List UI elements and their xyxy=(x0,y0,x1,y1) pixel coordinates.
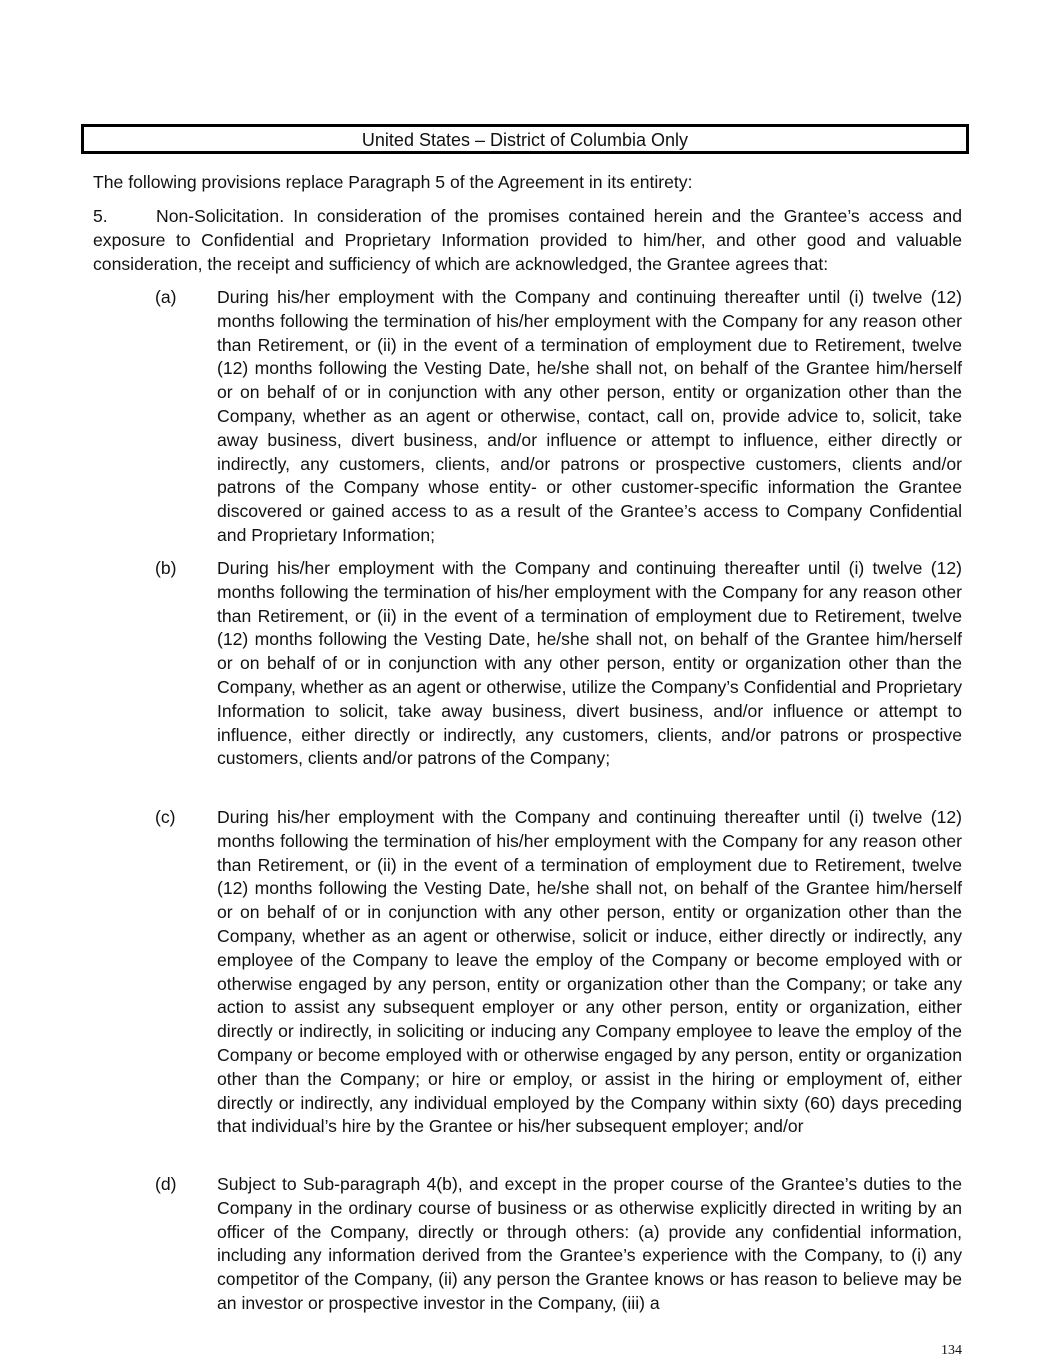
jurisdiction-title: United States – District of Columbia Only xyxy=(361,130,689,150)
section-5-paragraph xyxy=(93,204,962,276)
item-text: During his/her employment with the Company and continuing thereafter until (i) twelve (12) months following the termination of his/her employment with the Company for any reason other than Retirement, or (ii) in the event of a termination of employment due to Retirement, twelve (12) months following the Vesting Date, he/she shall not, on behalf of the Grantee him/herself or on behalf of or in conjunction with any other person, entity or organization other than the Company, whether as an agent or otherwise, solicit or induce, either directly or indirectly, any employee of the Company to leave the employ of the Company or become employed with or otherwise engaged by any person, entity or organization other than the Company; or take any action to assist any subsequent employer or any other person, entity or organization, either directly or indirectly, in soliciting or inducing any Company employee to leave the employ of the Company or become employed with or otherwise engaged by any person, entity or organization other than the Company; or hire or employ, or assist in the hiring or employment of, either directly or indirectly, any individual employed by the Company within sixty (60) days preceding that individual’s hire by the Grantee or his/her subsequent employer; and/or xyxy=(217,807,962,1137)
intro-paragraph: The following provisions replace Paragraph 5 of the Agreement in its entirety: xyxy=(93,172,693,192)
item-label: (c) xyxy=(155,807,176,827)
item-text: Subject to Sub-paragraph 4(b), and except in the proper course of the Grantee’s duties to the Company in the ordinary course of business or as otherwise explicitly directed in writing by an officer of the Company, directly or through others: (a) provide any confidential information, including any information derived from the Grantee’s experience with the Company, to (i) any competitor of the Company, (ii) any person the Grantee knows or has reason to believe may be an investor or prospective investor in the Company, (iii) a xyxy=(217,1174,962,1313)
page-number: 134 xyxy=(941,1343,962,1358)
section-number: 5. xyxy=(93,206,108,226)
item-label: (a) xyxy=(155,287,177,307)
section-heading: Non-Solicitation. xyxy=(156,206,285,226)
item-label: (d) xyxy=(155,1174,177,1194)
item-text: During his/her employment with the Company and continuing thereafter until (i) twelve (12) months following the termination of his/her employment with the Company for any reason other than Retirement, or (ii) in the event of a termination of employment due to Retirement, twelve (12) months following the Vesting Date, he/she shall not, on behalf of the Grantee him/herself or on behalf of or in conjunction with any other person, entity or organization other than the Company, whether as an agent or otherwise, contact, call on, provide advice to, solicit, take away business, divert business, and/or influence or attempt to influence, either directly or indirectly, any customers, clients, and/or patrons or prospective customers, clients and/or patrons of the Company whose entity- or other customer-specific information the Grantee discovered or gained access to as a result of the Grantee’s access to Company Confidential and Proprietary Information; xyxy=(217,287,962,545)
jurisdiction-header-box xyxy=(81,124,969,154)
item-label: (b) xyxy=(155,558,177,578)
section-text: In consideration of the promises contained herein and the Grantee’s access and exposure to Confidential and Proprietary Information provided to him/her, and other good and valuable consideration, the receipt and sufficiency of which are acknowledged, the Grantee agrees that: xyxy=(93,206,962,274)
item-text: During his/her employment with the Company and continuing thereafter until (i) twelve (12) months following the termination of his/her employment with the Company for any reason other than Retirement, or (ii) in the event of a termination of employment due to Retirement, twelve (12) months following the Vesting Date, he/she shall not, on behalf of the Grantee him/herself or on behalf of or in conjunction with any other person, entity or organization other than the Company, whether as an agent or otherwise, utilize the Company’s Confidential and Proprietary Information to solicit, take away business, divert business, and/or influence or attempt to influence, either directly or indirectly, any customers, clients, and/or patrons or prospective customers, clients and/or patrons of the Company; xyxy=(217,558,962,769)
